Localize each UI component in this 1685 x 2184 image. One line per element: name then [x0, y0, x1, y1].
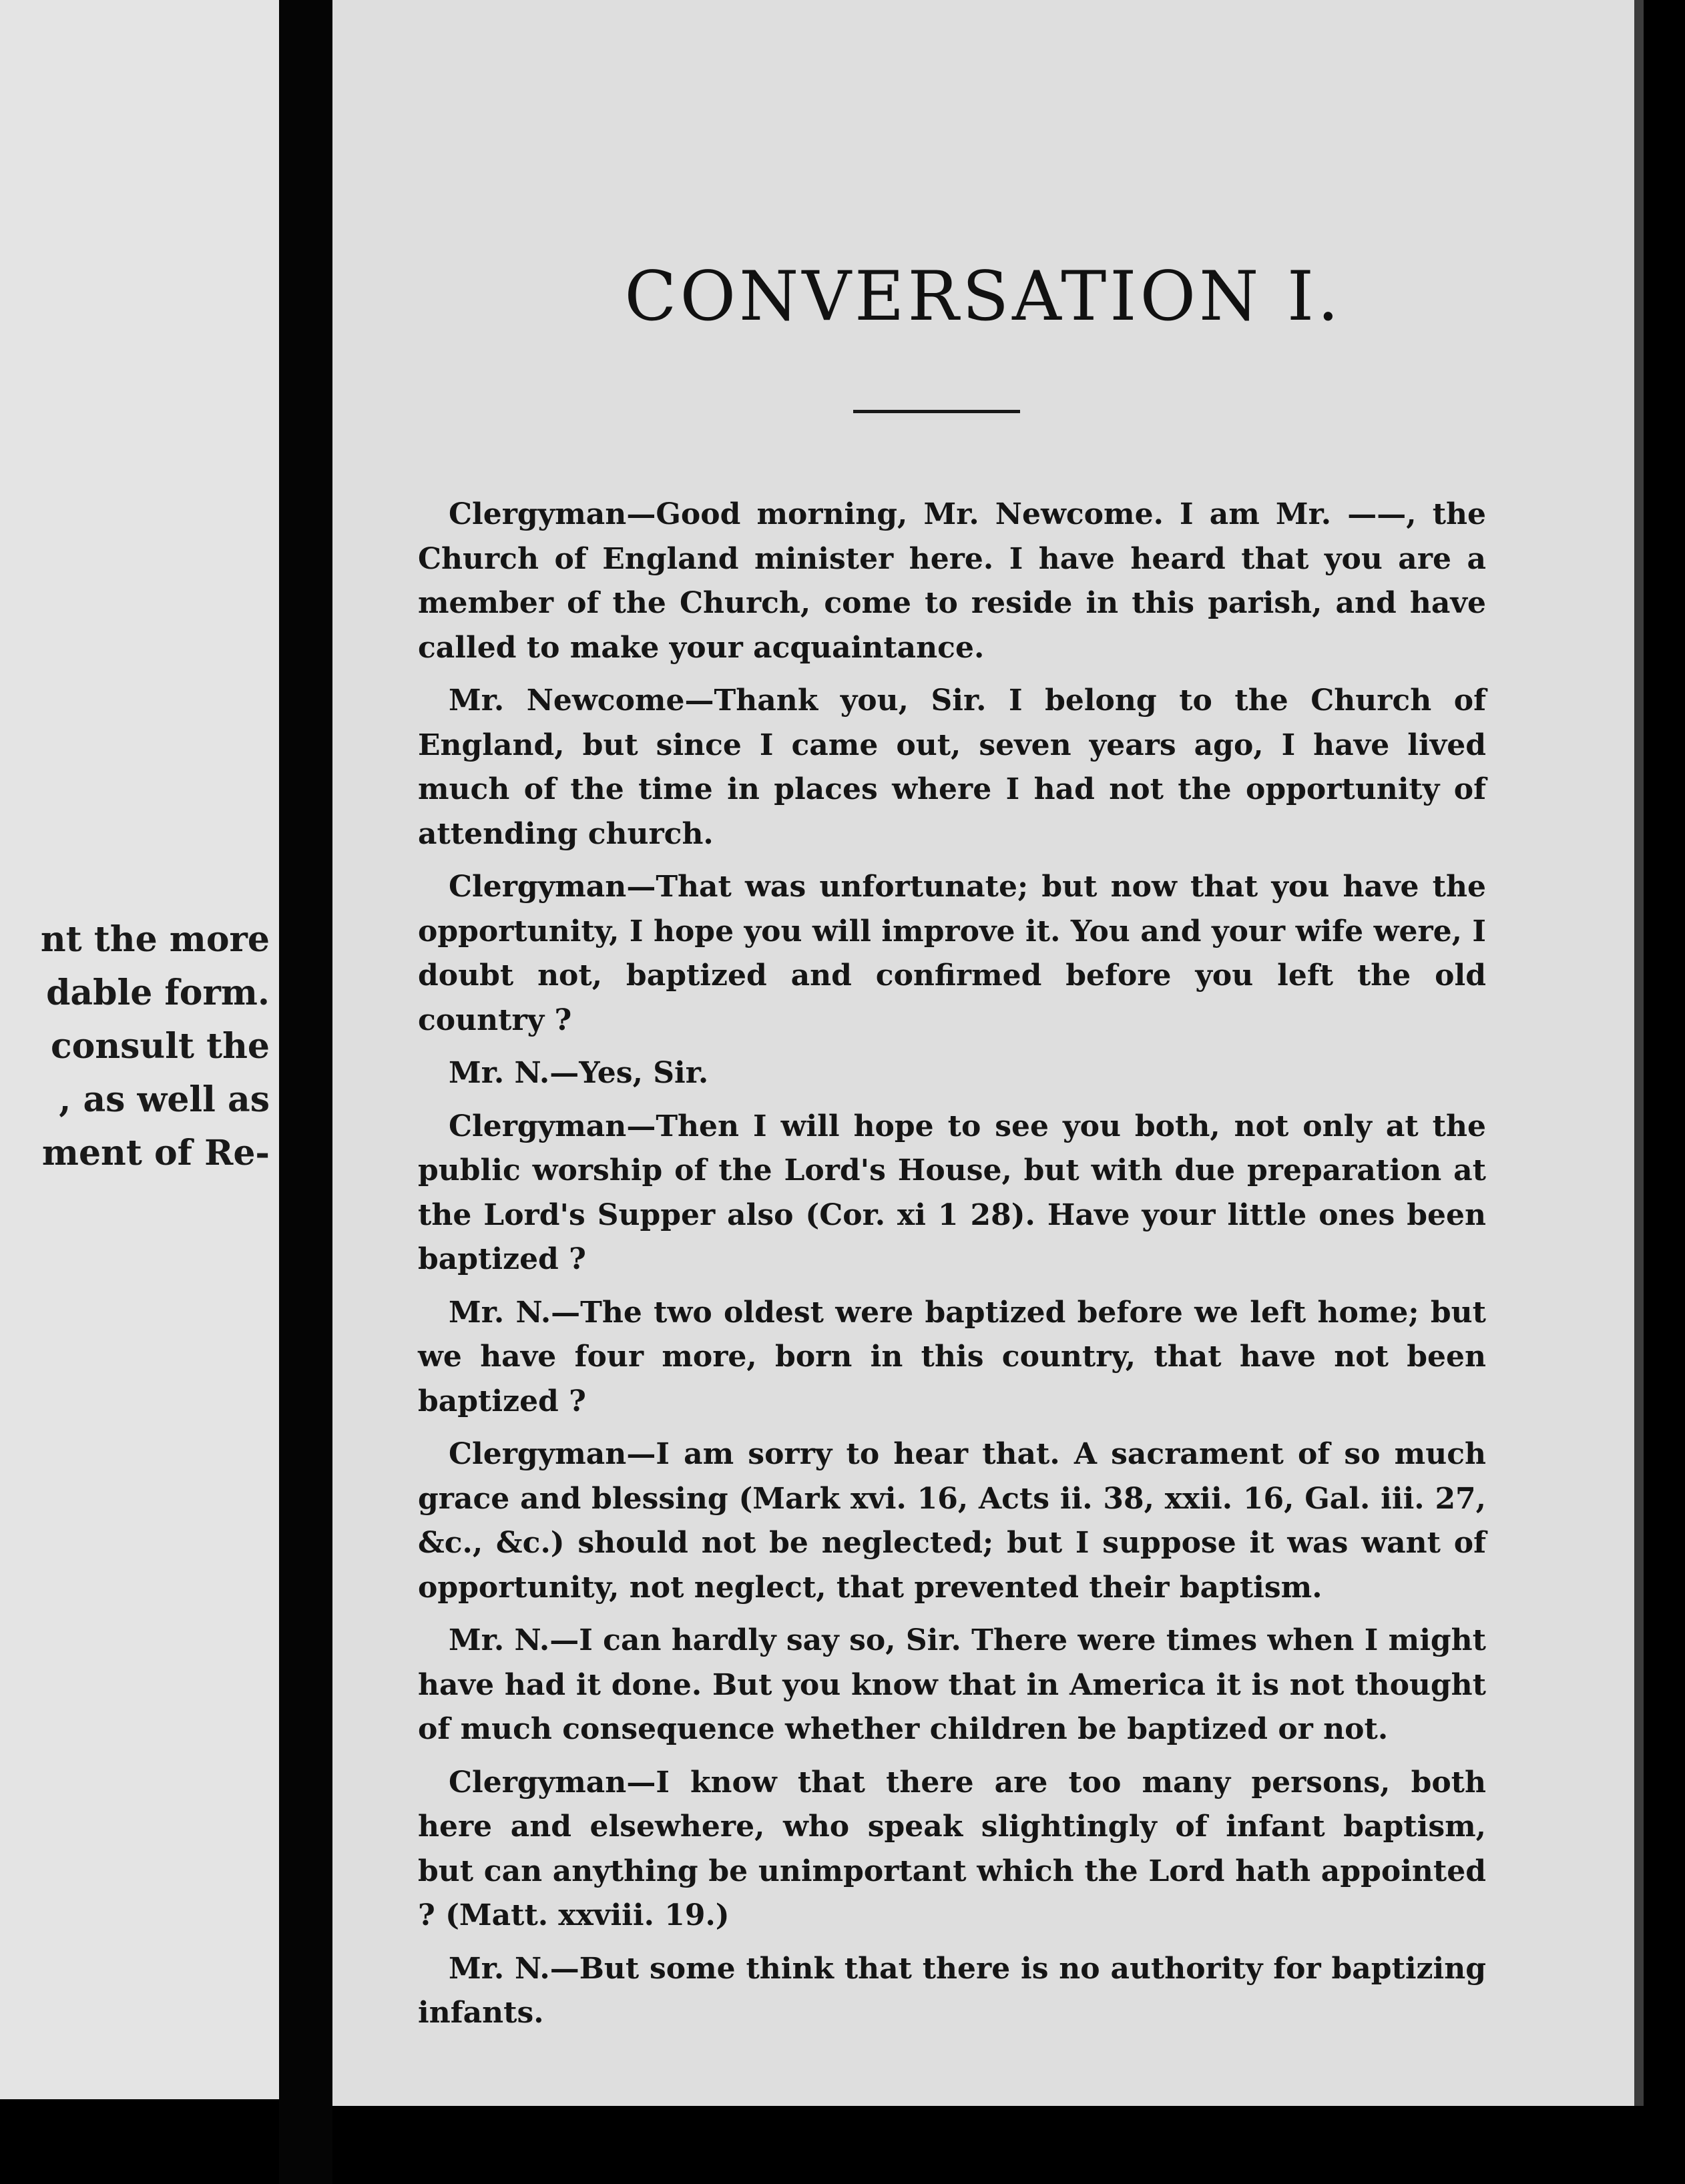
paragraph-text: —Thank you, Sir. I belong to the Church of England, but since I came out, seven years ago, I have lived much of the time in places where I had not the opportunity of attending church.	[418, 684, 1486, 851]
facing-page-left	[0, 0, 279, 2099]
speaker-name: Mr. Newcome	[449, 684, 685, 718]
paragraph-text: —Good morning, Mr. Newcome. I am Mr. ——, the Church of England minister here. I have heard that you are a member of the Church, come to reside in this parish, and have called to make your acquaintance.	[418, 497, 1486, 665]
paragraph-text: —The two oldest were baptized before we left home; but we have four more, born in this country, that have not been baptized ?	[418, 1295, 1486, 1418]
speaker-name: Mr. N.	[449, 1623, 550, 1657]
dialogue-paragraph	[418, 1105, 1486, 1282]
dialogue-paragraph	[418, 1619, 1486, 1752]
facing-page-line: dable form.	[46, 973, 270, 1013]
dialogue-text	[418, 493, 1486, 2044]
dialogue-paragraph	[418, 1432, 1486, 1610]
paragraph-text: —Then I will hope to see you both, not only at the public worship of the Lord's House, but with due preparation at the Lord's Supper also (Cor. xi 1 28). Have your little ones been baptized ?	[418, 1109, 1486, 1276]
facing-page-line: nt the more	[40, 919, 270, 960]
dialogue-paragraph	[418, 493, 1486, 670]
paragraph-text: —I can hardly say so, Sir. There were times when I might have had it done. But you know that in America it is not thought of much consequence whether children be baptized or not.	[418, 1623, 1487, 1746]
paragraph-text: —But some think that there is no authority for baptizing infants.	[418, 1951, 1486, 2030]
page-right	[332, 0, 1644, 2106]
dialogue-paragraph	[418, 1761, 1486, 1938]
speaker-name: Clergyman	[449, 497, 627, 531]
speaker-name: Clergyman	[449, 1765, 627, 1800]
facing-page-line: , as well as	[59, 1079, 270, 1120]
facing-page-line: ment of Re-	[41, 1133, 270, 1173]
dialogue-paragraph	[418, 1051, 1486, 1096]
facing-page-text	[41, 913, 270, 1180]
paragraph-text: —I am sorry to hear that. A sacrament of so much grace and blessing (Mark xvi. 16, Acts ii. 38, xxii. 16, Gal. iii. 27, &c., &c.) should not be neglected; but I suppose it was want of opportunity, not neglect, that prevented their baptism.	[418, 1437, 1486, 1605]
dialogue-paragraph	[418, 679, 1486, 856]
scan-bottom-border	[332, 2106, 1685, 2184]
dialogue-paragraph	[418, 865, 1486, 1043]
speaker-name: Clergyman	[449, 1437, 627, 1471]
paragraph-text: —That was unfortunate; but now that you have the opportunity, I hope you will improve it. You and your wife were, I doubt not, baptized and confirmed before you left the old country ?	[418, 870, 1486, 1037]
book-gutter	[279, 0, 332, 2184]
title-rule	[853, 410, 1020, 413]
speaker-name: Clergyman	[449, 870, 627, 904]
paragraph-text: —I know that there are too many persons, both here and elsewhere, who speak slightingly of infant baptism, but can anything be unimportant which the Lord hath appointed ? (Matt. xxviii. 19.)	[418, 1765, 1486, 1932]
paragraph-text: —Yes, Sir.	[549, 1056, 709, 1090]
page-title: CONVERSATION I.	[624, 257, 1343, 336]
speaker-name: Clergyman	[449, 1109, 627, 1143]
speaker-name: Mr. N.	[449, 1951, 550, 1986]
speaker-name: Mr. N.	[449, 1056, 550, 1090]
dialogue-paragraph	[418, 1291, 1486, 1424]
speaker-name: Mr. N.	[449, 1295, 551, 1330]
dialogue-paragraph	[418, 1947, 1486, 2036]
facing-page-line: consult the	[50, 1026, 270, 1067]
